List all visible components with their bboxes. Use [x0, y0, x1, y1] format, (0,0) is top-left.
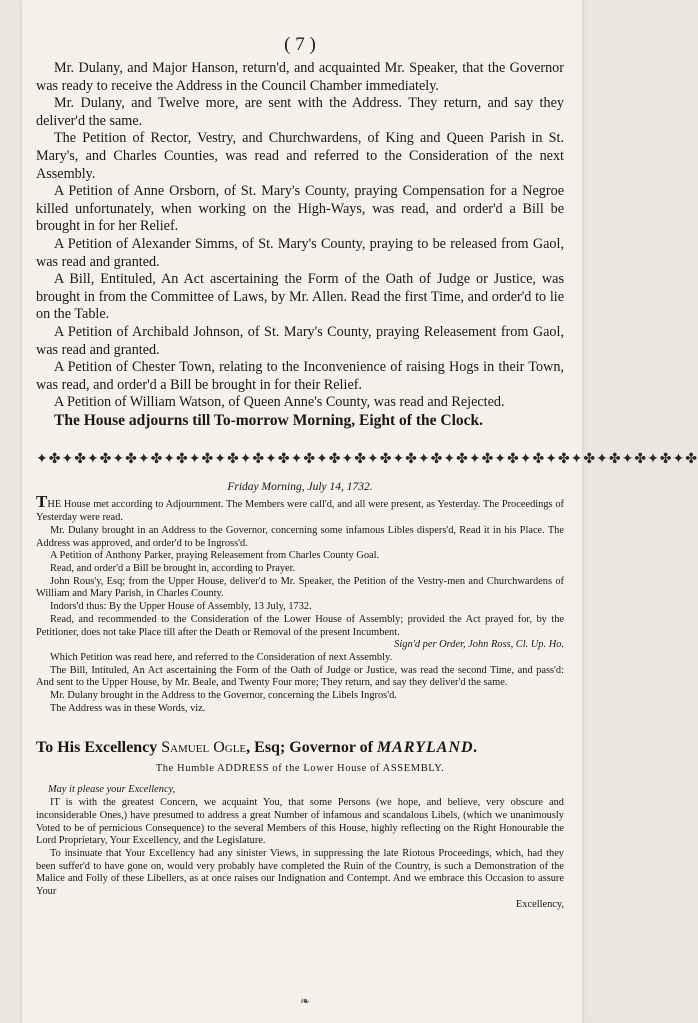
address-heading [36, 739, 564, 757]
addressee-province: MARYLAND. [376, 739, 479, 757]
paragraph: To insinuate that Your Excellency had any sinister Views, in suppressing the late Riotous Proceedings, which, had they been suffer'd to have gone on, would very probably have completed the Ruin of the Country, is such a Demonstration of the Malice and Folly of these Libellers, as at once raises our Indignation and Contempt. And we embrace this Occasion to assure Your [36, 847, 564, 898]
upper-proceedings [36, 60, 564, 429]
addressee-name: Samuel Ogle [161, 739, 247, 757]
paragraph: A Bill, Entituled, An Act ascertaining the Form of the Oath of Judge or Justice, was brought in from the Committee of Laws, by Mr. Allen. Read the first Time, and order'd to lie on the Table. [36, 271, 564, 323]
paragraph: A Petition of Anthony Parker, praying Releasement from Charles County Goal. [50, 550, 380, 562]
paragraph: IT is with the greatest Concern, we acquaint You, that some Persons (we hope, and believe, very obscure and inconsiderable Ones,) have presumed to address a great Number of infamous and scandalous Libels, (which we unanimously Voted to be of pernicious Consequence) to the several Members of this House, highly reflecting on the Right Honourable the Lord Proprietary, Your Excellency, and the Legislature. [36, 797, 564, 847]
signature-line: Sign'd per Order, John Ross, Cl. Up. Ho. [394, 639, 564, 651]
dateline: Friday Morning, July 14, 1732. [227, 481, 373, 494]
paragraph: Mr. Dulany brought in the Address to the Governor, concerning the Libels Ingros'd. [50, 690, 397, 702]
paragraph: A Petition of William Watson, of Queen Anne's County, was read and Rejected. [54, 394, 505, 411]
paragraph: Mr. Dulany, and Major Hanson, return'd, and acquainted Mr. Speaker, that the Governor was ready to receive the Address in the Council Chamber immediately. [36, 60, 564, 94]
lower-proceedings [36, 492, 564, 715]
adjournment-line: The House adjourns till To-morrow Morning, Eight of the Clock. [54, 411, 484, 429]
drop-cap: T [36, 492, 48, 512]
address-subtitle: The Humble ADDRESS of the Lower House of ASSEMBLY. [155, 763, 445, 775]
paragraph: John Rous'y, Esq; from the Upper House, deliver'd to Mr. Speaker, the Petition of the Vestry-men and Churchwardens of William and Mary Parish, in Charles County. [36, 575, 564, 600]
paragraph-text: HE House met according to Adjournment. The Members were call'd, and all were present, as Yesterday. The Proceedings of Yesterday were read. [36, 499, 564, 524]
addressee-rest: , Esq; Governor of [246, 739, 373, 757]
paragraph: A Petition of Chester Town, relating to the Inconvenience of raising Hogs in their Town, was read, and order'd a Bill be brought in for their Relief. [36, 359, 564, 393]
document-page [22, 0, 698, 1023]
paragraph: Mr. Dulany, and Twelve more, are sent with the Address. They return, and say they deliver'd the same. [36, 95, 564, 129]
paragraph: Which Petition was read here, and referred to the Consideration of next Assembly. [50, 651, 393, 663]
addressee-to: To His Excellency [36, 739, 158, 757]
paragraph: The Bill, Intituled, An Act ascertaining the Form of the Oath of Judge or Justice, was read the second Time, and pass'd: And sent to the Upper House, by Mr. Beale, and Twenty Four more; They return, and say they deliver'd the same. [36, 664, 564, 689]
paragraph: A Petition of Alexander Simms, of St. Mary's County, praying to be released from Gaol, was read and granted. [36, 235, 564, 270]
catchword: Excellency, [515, 898, 564, 910]
paragraph: The Petition of Rector, Vestry, and Churchwardens, of King and Queen Parish in St. Mary's, and Charles Counties, was read and referred to the Consideration of the next Assembly. [36, 130, 564, 182]
paragraph: The Address was in these Words, viz. [50, 702, 206, 714]
ornamental-divider: ✦✤✦✤✦✤✦✤✦✤✦✤✦✤✦✤✦✤✦✤✦✤✦✤✦✤✦✤✦✤✦✤✦✤✦✤✦✤✦✤✦✤✦✤✦✤✦✤✦✤✦✤ [36, 452, 698, 468]
paragraph: Read, and order'd a Bill be brought in, according to Prayer. [50, 562, 296, 574]
paragraph: A Petition of Anne Orsborn, of St. Mary's County, praying Compensation for a Negroe killed unfortunately, when working on the High-Ways, was read, and order'd a Bill be brought in for her Relief. [36, 183, 564, 235]
paragraph [36, 492, 564, 524]
paragraph: Read, and recommended to the Consideration of the Lower House of Assembly; provided the Act prayed for, by the Petitioner, does not take Place till after the Death or Removal of the present Incumbent. [36, 613, 564, 638]
page-number: ( 7 ) [284, 34, 316, 55]
paragraph: Indors'd thus: By the Upper House of Assembly, 13 July, 1732. [50, 601, 312, 613]
paragraph: A Petition of Archibald Johnson, of St. Mary's County, praying Releasement from Gaol, was read and granted. [36, 323, 564, 358]
address-body [36, 784, 564, 911]
footer-ornament: ❧ [300, 994, 311, 1008]
paragraph: Mr. Dulany brought in an Address to the Governor, concerning some infamous Libles dispers'd, Read it in his Place. The Address was approved, and order'd to be Ingross'd. [36, 524, 564, 549]
salutation: May it please your Excellency, [48, 784, 176, 796]
